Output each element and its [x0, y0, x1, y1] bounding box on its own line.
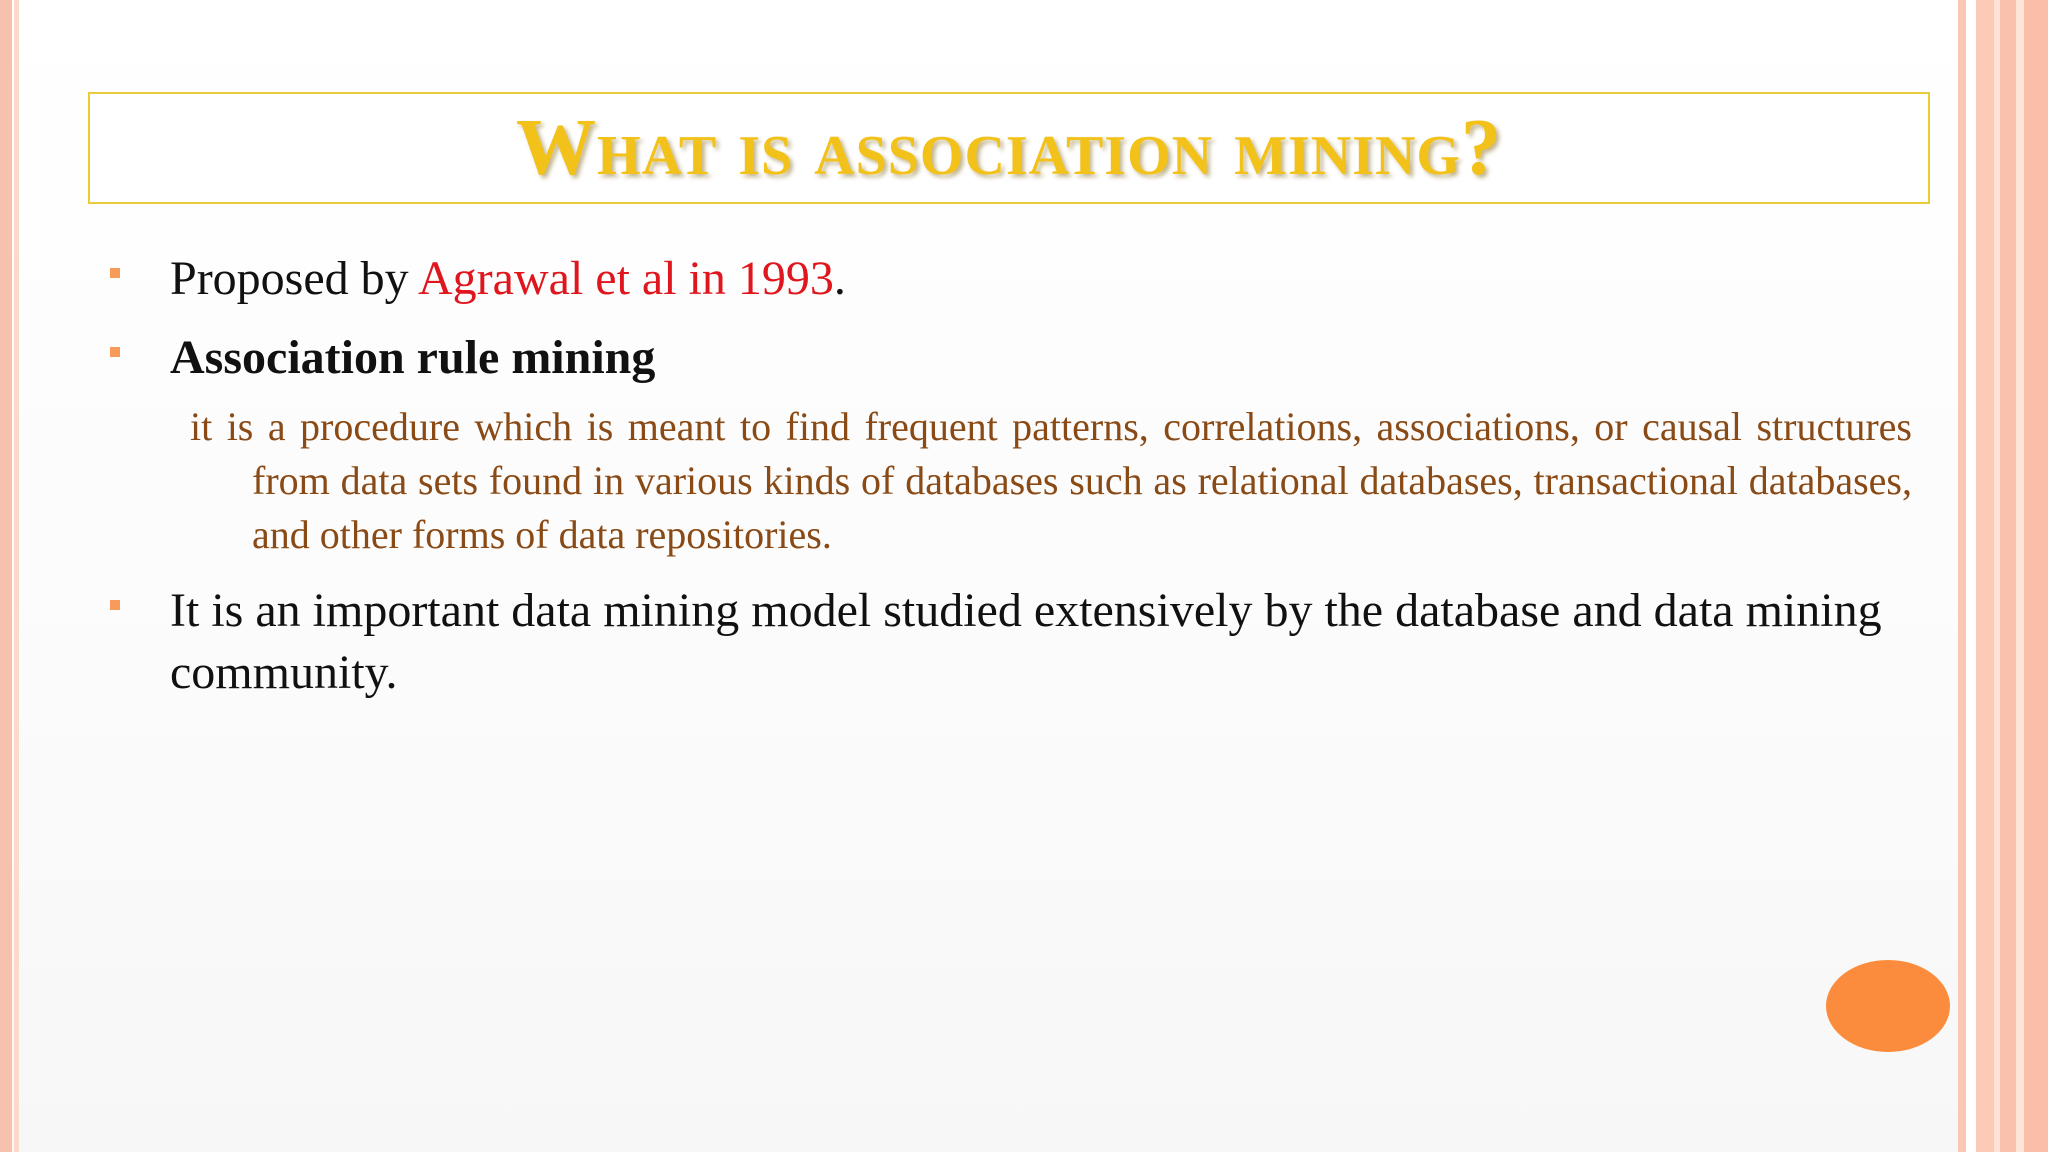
right-border-stripe [2024, 0, 2048, 1152]
right-border-stripe [2016, 0, 2024, 1152]
left-border-stripe-inner [14, 0, 19, 1152]
bullet-text [170, 248, 846, 310]
square-bullet-icon [110, 600, 120, 610]
right-border-stripe [2000, 0, 2016, 1152]
right-border-stripe [1976, 0, 1994, 1152]
decorative-circle-icon [1826, 960, 1950, 1052]
right-border-gap [1966, 0, 1976, 1152]
bullet-item-association-rule [110, 327, 655, 389]
bullet-suffix: . [833, 252, 846, 305]
left-border-stripe [0, 0, 12, 1152]
bullet-item-important-model [110, 580, 1930, 704]
square-bullet-icon [110, 268, 120, 278]
bullet-text: It is an important data mining model studied extensively by the database and data mining community. [170, 584, 1882, 699]
right-border-stripe [1958, 0, 1966, 1152]
highlight-text: Agrawal et al in 1993 [418, 252, 834, 305]
bullet-item-proposed [110, 248, 846, 310]
slide-title-box [88, 92, 1930, 204]
slide-title: What is association mining? [516, 104, 1502, 192]
association-rule-description: it is a procedure which is meant to find frequent patterns, correlations, associations, or causal structures from data sets found in various kinds of databases such as relational databases, transactional databases, and other forms of data repositories. [190, 404, 1912, 557]
bullet-prefix: Proposed by [170, 252, 419, 305]
bullet-heading: Association rule mining [170, 331, 656, 384]
square-bullet-icon [110, 347, 120, 357]
